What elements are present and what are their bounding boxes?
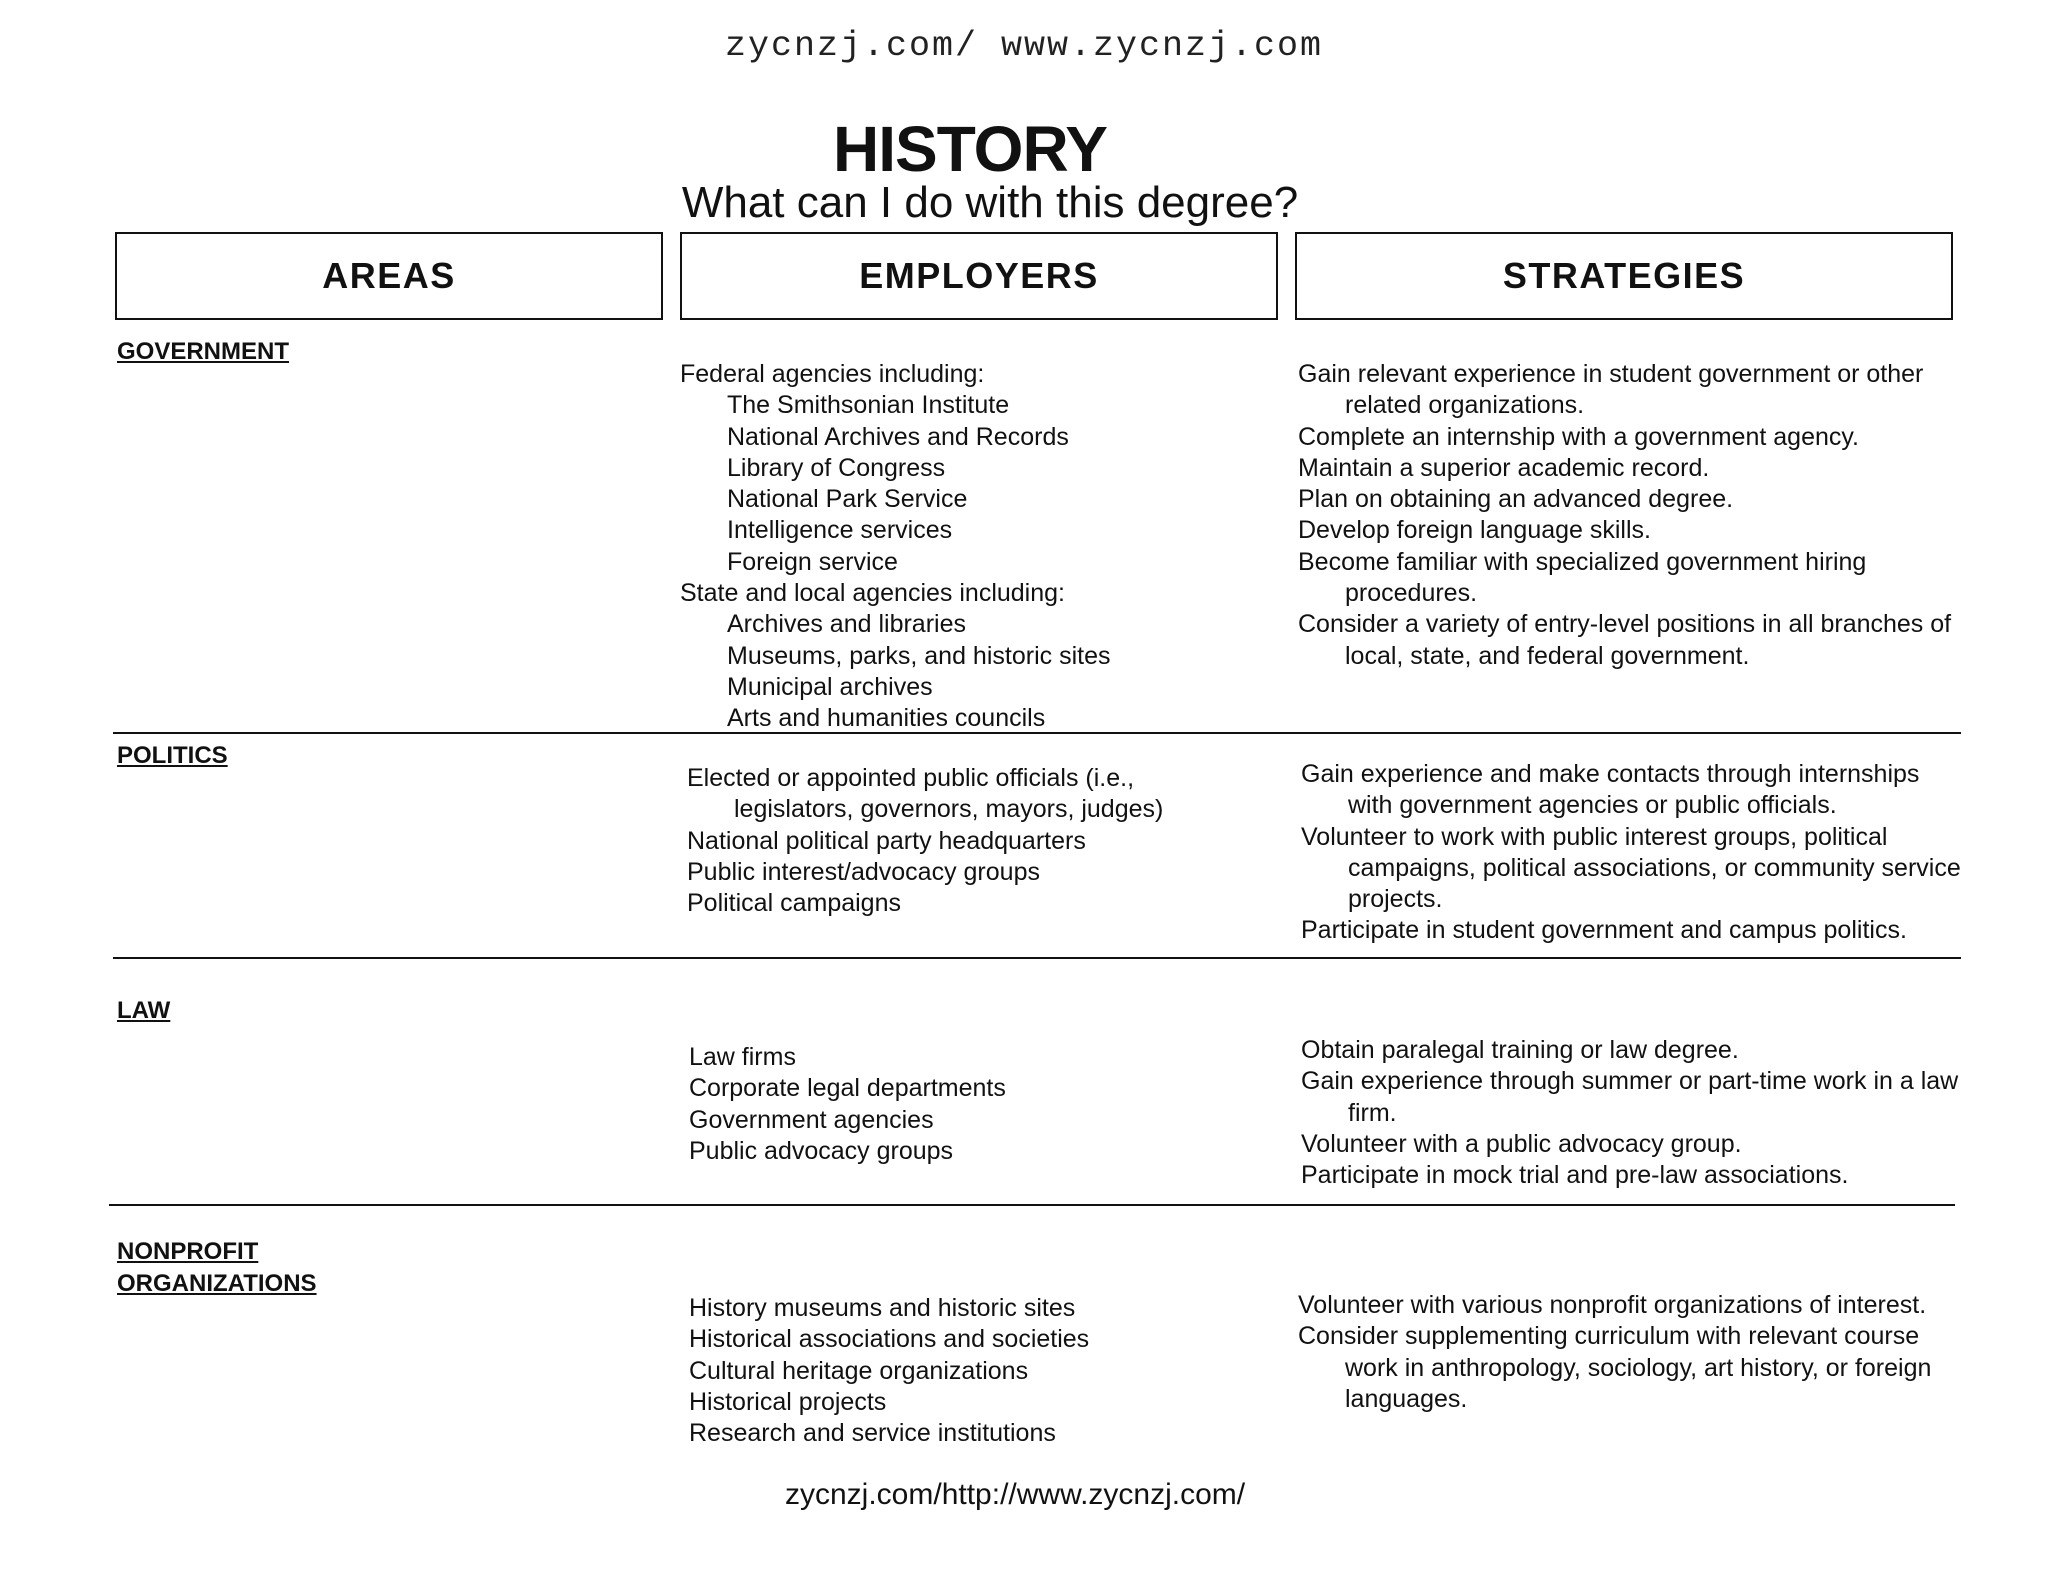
law-employers-list [689,1042,1006,1167]
column-header-areas [115,232,663,320]
section-divider [113,732,1961,734]
list-item: Plan on obtaining an advanced degree. [1298,485,1734,514]
list-item: Gain experience and make contacts through internships with government agencies or public officials. [1301,760,1920,820]
list-item: Become familiar with specialized government hiring procedures. [1298,547,1867,608]
section-divider [109,1204,1955,1206]
nonprofit-strategies-list [1298,1290,1958,1415]
list-item: National Park Service [727,485,968,514]
politics-strategies-list [1301,759,1961,947]
nonprofit-employers-list [689,1293,1089,1449]
header-url: zycnzj.com/ www.zycnzj.com [724,26,1324,66]
list-item: legislators, governors, mayors, judges) [734,795,1164,824]
government-employers-list [680,359,1110,735]
list-item: Volunteer with various nonprofit organizations of interest. [1298,1291,1927,1319]
list-item: Participate in student government and campus politics. [1301,916,1907,945]
footer-url: zycnzj.com/http://www.zycnzj.com/ [785,1478,1246,1511]
list-item: National political party headquarters [687,826,1086,855]
list-item: Law firms [689,1043,796,1071]
list-item: State and local agencies including: [680,579,1065,608]
list-item: Public interest/advocacy groups [687,857,1040,886]
list-item: Museums, parks, and historic sites [727,641,1111,670]
list-item: Cultural heritage organizations [689,1356,1029,1385]
list-item: National Archives and Records [727,422,1069,451]
area-politics: POLITICS [117,742,228,769]
government-strategies-list [1298,359,1958,672]
section-divider [113,957,1961,959]
list-item: Volunteer to work with public interest groups, political campaigns, political associations, or community service projects. [1301,822,1961,914]
area-government: GOVERNMENT [117,338,290,365]
column-header-employers-label: EMPLOYERS [859,255,1099,296]
list-item: Participate in mock trial and pre-law associations. [1301,1161,1849,1190]
list-item: Complete an internship with a government agency. [1298,422,1859,451]
law-strategies-list [1301,1035,1961,1191]
column-header-strategies-label: STRATEGIES [1502,255,1746,296]
page-subtitle: What can I do with this degree? [681,178,1299,227]
area-law: LAW [117,997,171,1024]
list-item: Research and service institutions [689,1419,1056,1448]
list-item: Gain experience through summer or part-time work in a law firm. [1301,1067,1959,1127]
list-item: Develop foreign language skills. [1298,516,1651,545]
area-nonprofit [117,1236,317,1300]
area-nonprofit-line1: NONPROFIT [117,1238,259,1265]
list-item: Public advocacy groups [689,1136,954,1165]
list-item: Government agencies [689,1105,934,1134]
list-item: Political campaigns [687,889,901,918]
list-item: Elected or appointed public officials (i.e., [687,764,1135,792]
list-item: Obtain paralegal training or law degree. [1301,1036,1739,1064]
area-nonprofit-line2: ORGANIZATIONS [117,1270,317,1297]
list-item: Library of Congress [727,453,946,482]
list-item: The Smithsonian Institute [727,391,1010,420]
list-item: Federal agencies including: [680,360,985,388]
column-header-strategies [1295,232,1953,320]
list-item: Foreign service [727,547,898,576]
list-item: Consider a variety of entry-level positions in all branches of local, state, and federal government. [1298,610,1952,670]
list-item: Intelligence services [727,516,953,545]
list-item: Consider supplementing curriculum with relevant course work in anthropology, sociology, art history, or foreign languages. [1298,1322,1932,1413]
list-item: Historical projects [689,1387,887,1416]
politics-employers-list [687,763,1163,919]
list-item: Gain relevant experience in student government or other related organizations. [1298,360,1924,420]
page-title: HISTORY [833,113,1107,185]
list-item: Corporate legal departments [689,1074,1006,1103]
list-item: Maintain a superior academic record. [1298,453,1710,482]
list-item: Arts and humanities councils [727,704,1046,733]
column-header-employers [680,232,1278,320]
list-item: Historical associations and societies [689,1325,1090,1354]
list-item: History museums and historic sites [689,1294,1076,1322]
list-item: Municipal archives [727,672,933,701]
list-item: Archives and libraries [727,610,966,639]
list-item: Volunteer with a public advocacy group. [1301,1129,1742,1158]
column-header-areas-label: AREAS [322,255,456,296]
